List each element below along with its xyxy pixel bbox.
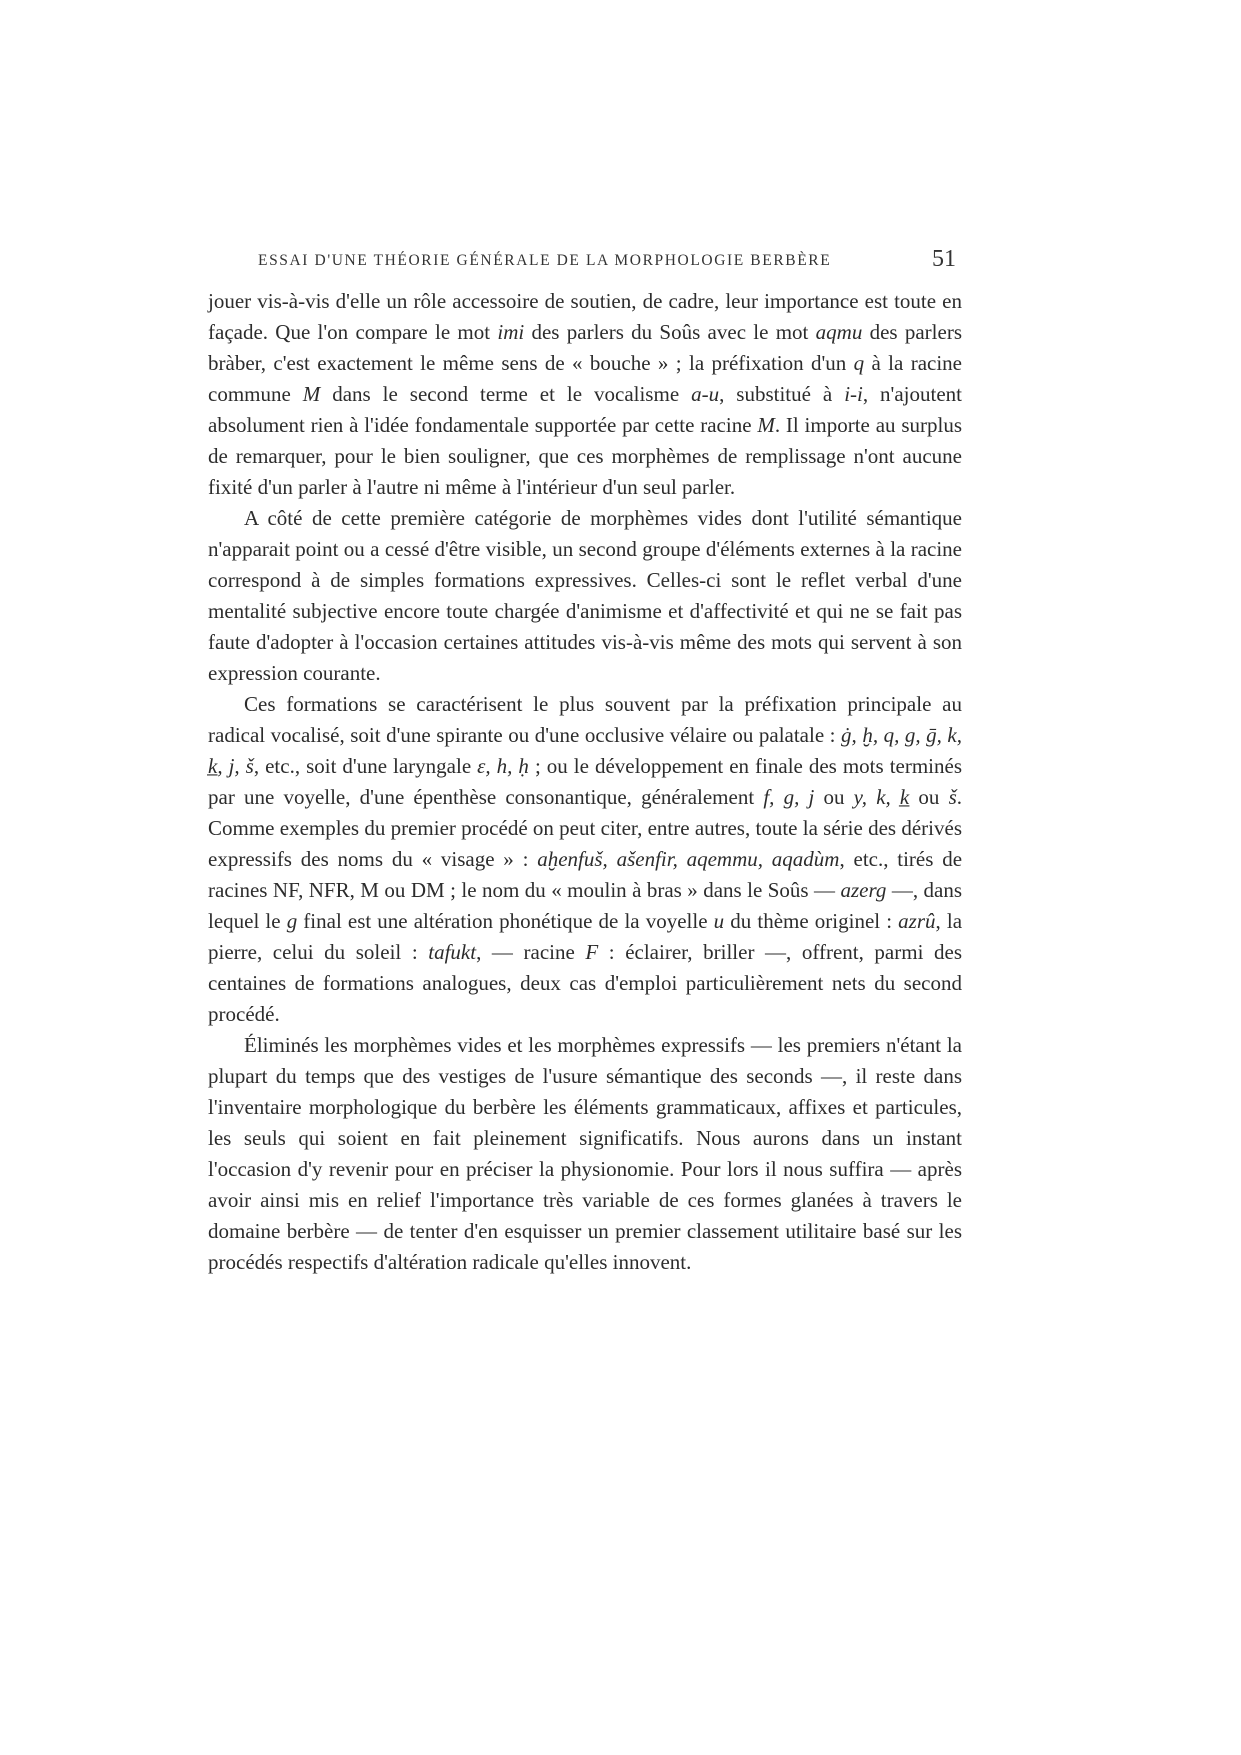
italic-term: u	[713, 909, 725, 933]
text-run: dans le second terme et le vocalisme	[320, 382, 692, 406]
text-run: du thème originel :	[724, 909, 899, 933]
text-run: , n'ajoutent absolument rien à l'idée fondamentale supportée par cette racine	[208, 382, 962, 437]
text-run: ou	[814, 785, 854, 809]
italic-term: q	[853, 351, 865, 375]
text-run: , la pierre, celui du soleil :	[208, 909, 963, 964]
text-run: . Il importe au surplus de remarquer, pour le bien souligner, que ces morphèmes de remplissage n'ont aucune fixité d'un parler à l'autre ni même à l'intérieur d'un seul parler.	[208, 413, 962, 499]
italic-term: aḫenfuš, ašenfir, aqemmu, aqadùm	[537, 847, 840, 871]
text-run: Ces formations se caractérisent le plus souvent par la préfixation principale au radical vocalisé, soit d'une spirante ou d'une occlusive vélaire ou palatale :	[208, 692, 962, 747]
italic-term: azrû	[898, 909, 936, 933]
text-run: à la racine commune	[208, 351, 962, 406]
text-run: , substitué à	[719, 382, 845, 406]
italic-term: a-u	[691, 382, 720, 406]
text-run: jouer vis-à-vis d'elle un rôle accessoire de soutien, de cadre, leur importance est toute en façade. Que l'on compare le mot	[208, 289, 962, 344]
text-run: Éliminés les morphèmes vides et les morphèmes expressifs — les premiers n'étant la plupart du temps que des vestiges de l'usure sémantique des seconds —, il reste dans l'inventaire morphologique du berbère les éléments grammaticaux, affixes et particules, les seuls qui soient en fait pleinement significatifs. Nous aurons dans un instant l'occasion d'y revenir pour en préciser la physionomie. Pour lors il nous suffira — après avoir ainsi mis en relief l'importance très variable de ces formes glanées à travers le domaine berbère — de tenter d'en esquisser un premier classement utilitaire basé sur les procédés respectifs d'altération radicale qu'elles innovent.	[208, 1033, 962, 1274]
italic-term: imi	[497, 320, 525, 344]
italic-term: i-i	[844, 382, 863, 406]
text-run: . Comme exemples du premier procédé on peut citer, entre autres, toute la série des dérivés expressifs des noms du « visage » :	[208, 785, 963, 871]
italic-term: tafukt	[428, 940, 477, 964]
running-head	[258, 246, 956, 276]
italic-term: f, g, j	[763, 785, 815, 809]
text-run: , etc., tirés de racines NF, NFR, M ou DM ; le nom du « moulin à bras » dans le Soûs —	[208, 847, 963, 902]
text-run: —, dans lequel le	[208, 878, 962, 933]
text-run: , etc., soit d'une laryngale	[253, 754, 478, 778]
page-number: 51	[932, 246, 956, 272]
running-title: ESSAI D'UNE THÉORIE GÉNÉRALE DE LA MORPHOLOGIE BERBÈRE	[258, 252, 832, 269]
italic-term: ɛ, h, ḥ	[477, 754, 529, 778]
italic-term: ġ, ḫ, q, g, ḡ, k, k̲, j, š	[208, 723, 962, 778]
italic-term: M	[302, 382, 321, 406]
text-run: des parlers du Soûs avec le mot	[524, 320, 816, 344]
paragraph	[208, 286, 962, 503]
text-run: A côté de cette première catégorie de morphèmes vides dont l'utilité sémantique n'apparait point ou a cessé d'être visible, un second groupe d'éléments externes à la racine correspond à de simples formations expressives. Celles-ci sont le reflet verbal d'une mentalité subjective encore toute chargée d'animisme et d'affectivité et qui ne se fait pas faute d'adopter à l'occasion certaines attitudes vis-à-vis même des mots qui servent à son expression courante.	[208, 506, 962, 685]
paragraph	[208, 689, 962, 1030]
italic-term: š	[948, 785, 957, 809]
italic-term: azerg	[840, 878, 887, 902]
text-run: des parlers bràber, c'est exactement le même sens de « bouche » ; la préfixation d'un	[208, 320, 962, 375]
italic-term: g	[286, 909, 298, 933]
text-run: : éclairer, briller —, offrent, parmi des centaines de formations analogues, deux cas d'emploi particulièrement nets du second procédé.	[208, 940, 962, 1026]
text-run: ; ou le développement en finale des mots terminés par une voyelle, d'une épenthèse consonantique, généralement	[208, 754, 963, 809]
italic-term: y, k, k̲	[853, 785, 910, 809]
italic-term: F	[585, 940, 599, 964]
paragraph	[208, 1030, 962, 1278]
italic-term: M	[757, 413, 775, 437]
body-text	[208, 286, 962, 1278]
italic-term: aqmu	[815, 320, 863, 344]
text-run: ou	[909, 785, 949, 809]
text-run: final est une altération phonétique de la voyelle	[297, 909, 714, 933]
paragraph	[208, 503, 962, 689]
text-run: , — racine	[476, 940, 586, 964]
